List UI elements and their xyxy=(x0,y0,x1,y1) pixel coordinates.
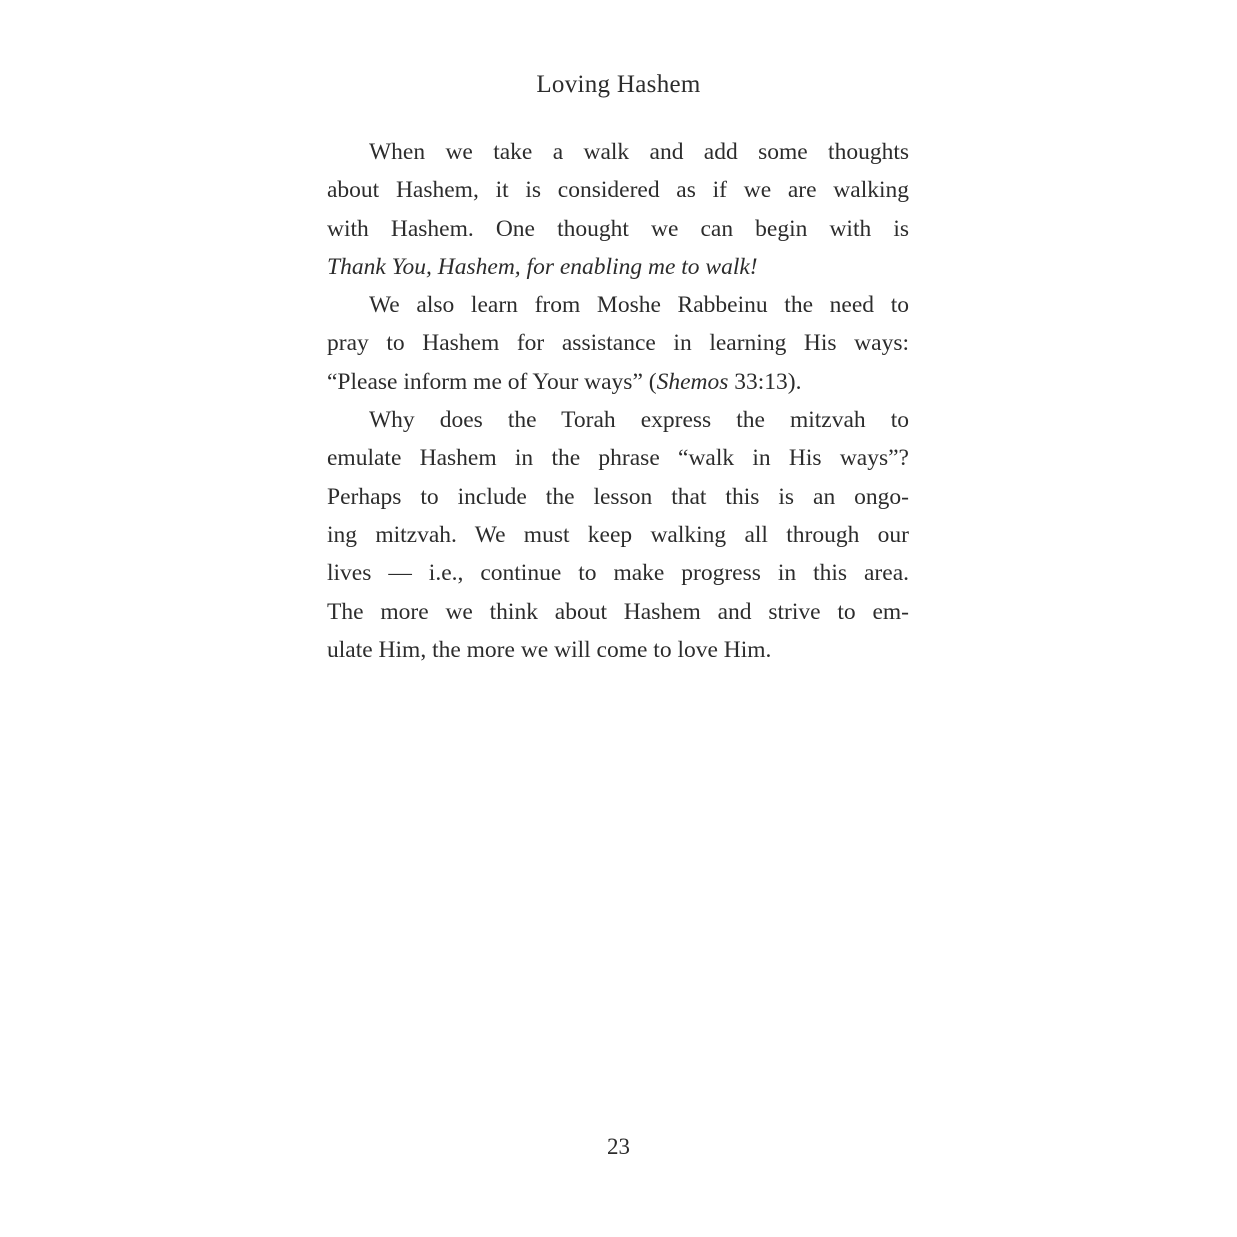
text-line xyxy=(327,516,909,554)
text-segment: The more we think about Hashem and strive to em- xyxy=(327,598,909,625)
text-segment: pray to Hashem for assistance in learning His ways: xyxy=(327,330,909,357)
text-segment: with Hashem. One thought we can begin with is xyxy=(327,215,909,242)
italic-text-segment: Thank You, Hashem, for enabling me to walk! xyxy=(327,253,758,280)
page-number: 23 xyxy=(607,1134,630,1159)
italic-text-segment: Shemos xyxy=(656,368,729,395)
text-line xyxy=(327,286,909,324)
text-segment: ulate Him, the more we will come to love Him. xyxy=(327,636,772,663)
body-text-block xyxy=(327,133,909,669)
text-segment: about Hashem, it is considered as if we are walking xyxy=(327,177,909,204)
text-line xyxy=(327,439,909,477)
text-segment: ing mitzvah. We must keep walking all through our xyxy=(327,521,909,548)
text-line xyxy=(327,363,909,401)
chapter-running-head: Loving Hashem xyxy=(536,71,701,98)
text-line xyxy=(327,133,909,171)
text-segment: “Please inform me of Your ways” ( xyxy=(327,368,657,395)
text-line xyxy=(327,401,909,439)
text-segment: emulate Hashem in the phrase “walk in His ways”? xyxy=(327,445,909,472)
text-segment: 33:13). xyxy=(728,368,802,395)
text-line xyxy=(327,593,909,631)
text-segment: When we take a walk and add some thoughts xyxy=(369,139,909,165)
text-segment: Perhaps to include the lesson that this is an ongo- xyxy=(327,483,909,510)
text-segment: lives — i.e., continue to make progress in this area. xyxy=(327,560,909,587)
text-line xyxy=(327,631,909,669)
text-line xyxy=(327,171,909,209)
text-line xyxy=(327,248,909,286)
text-line xyxy=(327,478,909,516)
text-line xyxy=(327,210,909,248)
text-segment: We also learn from Moshe Rabbeinu the need to xyxy=(369,292,909,319)
text-segment: Why does the Torah express the mitzvah to xyxy=(369,407,909,434)
text-line xyxy=(327,324,909,362)
text-line xyxy=(327,554,909,592)
